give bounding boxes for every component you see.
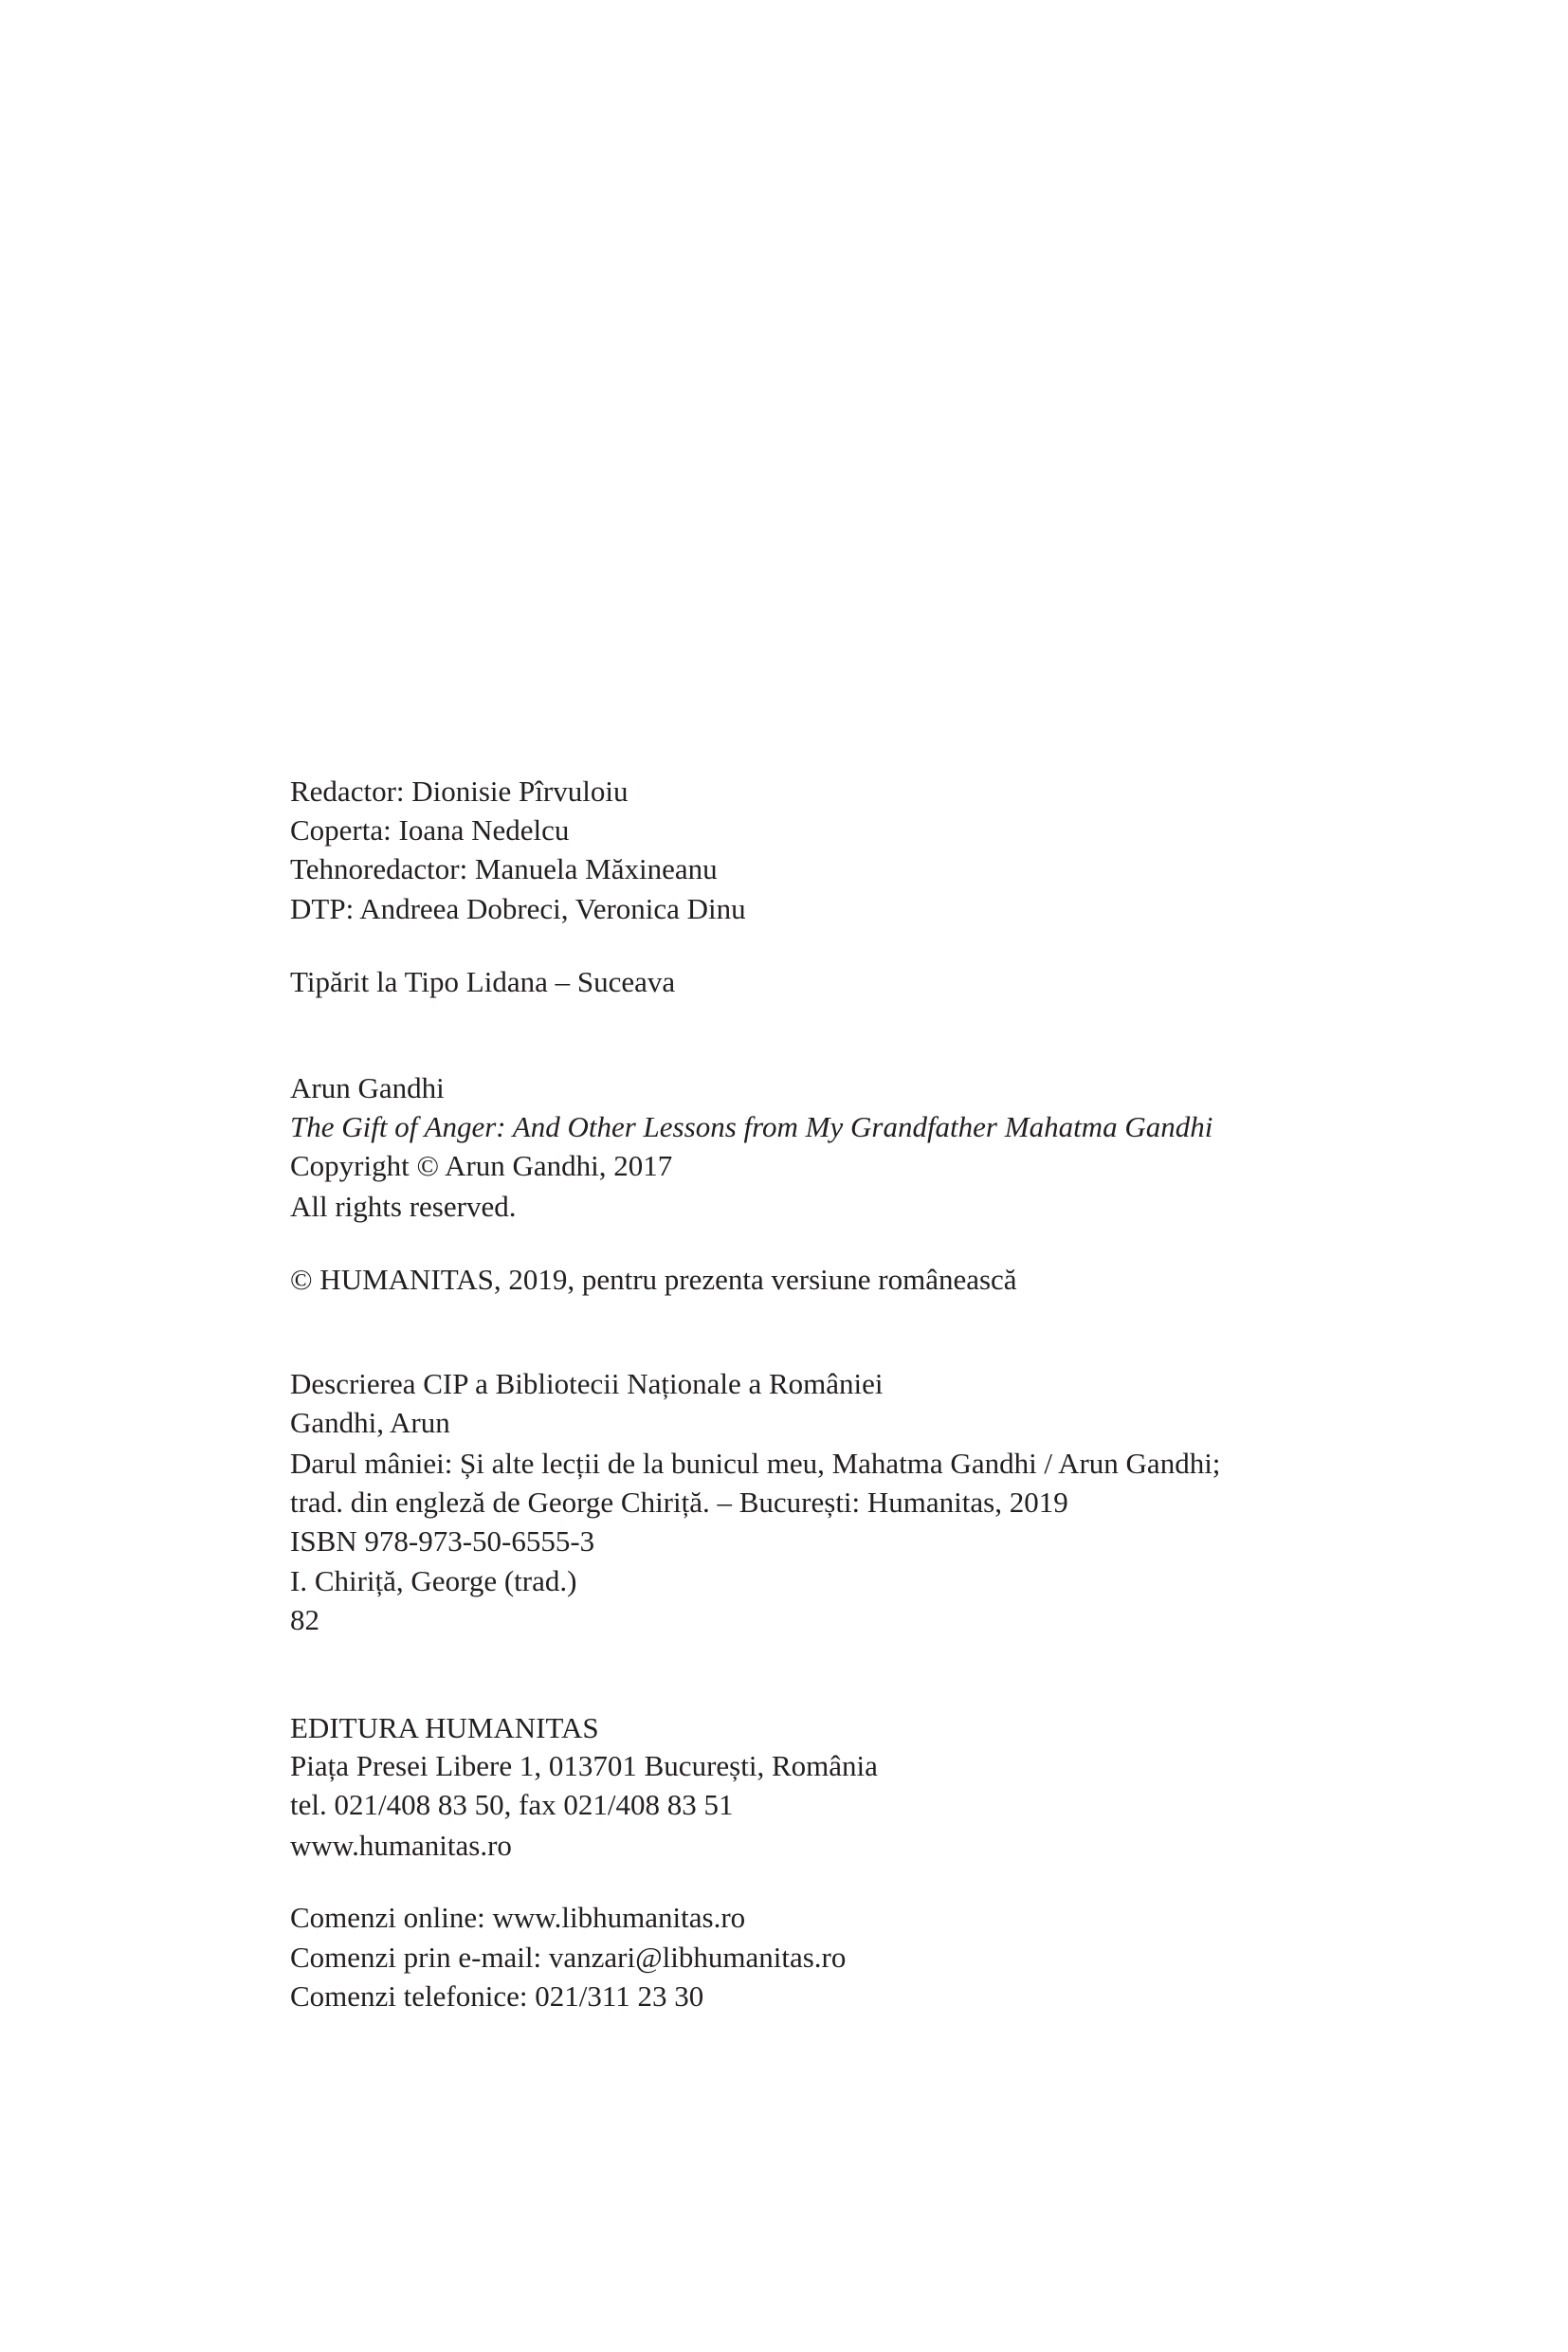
orders-online: Comenzi online: www.libhumanitas.ro <box>290 1901 746 1934</box>
original-author: Arun Gandhi <box>290 1071 445 1104</box>
cip-title: Darul mâniei: Și alte lecții de la bunicul meu, Mahatma Gandhi / Arun Gandhi; <box>290 1447 1221 1480</box>
typesetter-credit: Tehnoredactor: Manuela Măxineanu <box>290 852 718 885</box>
cip-translation: trad. din engleză de George Chiriță. – București: Humanitas, 2019 <box>290 1486 1068 1519</box>
cip-classification: 82 <box>290 1603 319 1636</box>
cip-isbn: ISBN 978-973-50-6555-3 <box>290 1524 595 1558</box>
orders-email: Comenzi prin e-mail: vanzari@libhumanitas.ro <box>290 1941 847 1974</box>
publisher-phone: tel. 021/408 83 50, fax 021/408 83 51 <box>290 1788 734 1821</box>
cip-translator: I. Chiriță, George (trad.) <box>290 1564 577 1597</box>
cip-heading: Descrierea CIP a Bibliotecii Naționale a României <box>290 1367 884 1400</box>
printer-credit: Tipărit la Tipo Lidana – Suceava <box>290 965 676 998</box>
rights-reserved: All rights reserved. <box>290 1190 517 1223</box>
orders-phone: Comenzi telefonice: 021/311 23 30 <box>290 1979 704 2013</box>
original-copyright: Copyright © Arun Gandhi, 2017 <box>290 1149 673 1182</box>
publisher-name: EDITURA HUMANITAS <box>290 1711 599 1744</box>
cip-author: Gandhi, Arun <box>290 1406 450 1439</box>
publisher-website: www.humanitas.ro <box>290 1829 512 1862</box>
editor-credit: Redactor: Dionisie Pîrvuloiu <box>290 775 629 808</box>
romanian-copyright: © HUMANITAS, 2019, pentru prezenta versiune românească <box>290 1263 1017 1296</box>
publisher-address: Piața Presei Libere 1, 013701 București, România <box>290 1749 878 1782</box>
dtp-credit: DTP: Andreea Dobreci, Veronica Dinu <box>290 892 746 925</box>
original-title: The Gift of Anger: And Other Lessons from My Grandfather Mahatma Gandhi <box>290 1110 1213 1143</box>
cover-credit: Coperta: Ioana Nedelcu <box>290 813 570 847</box>
